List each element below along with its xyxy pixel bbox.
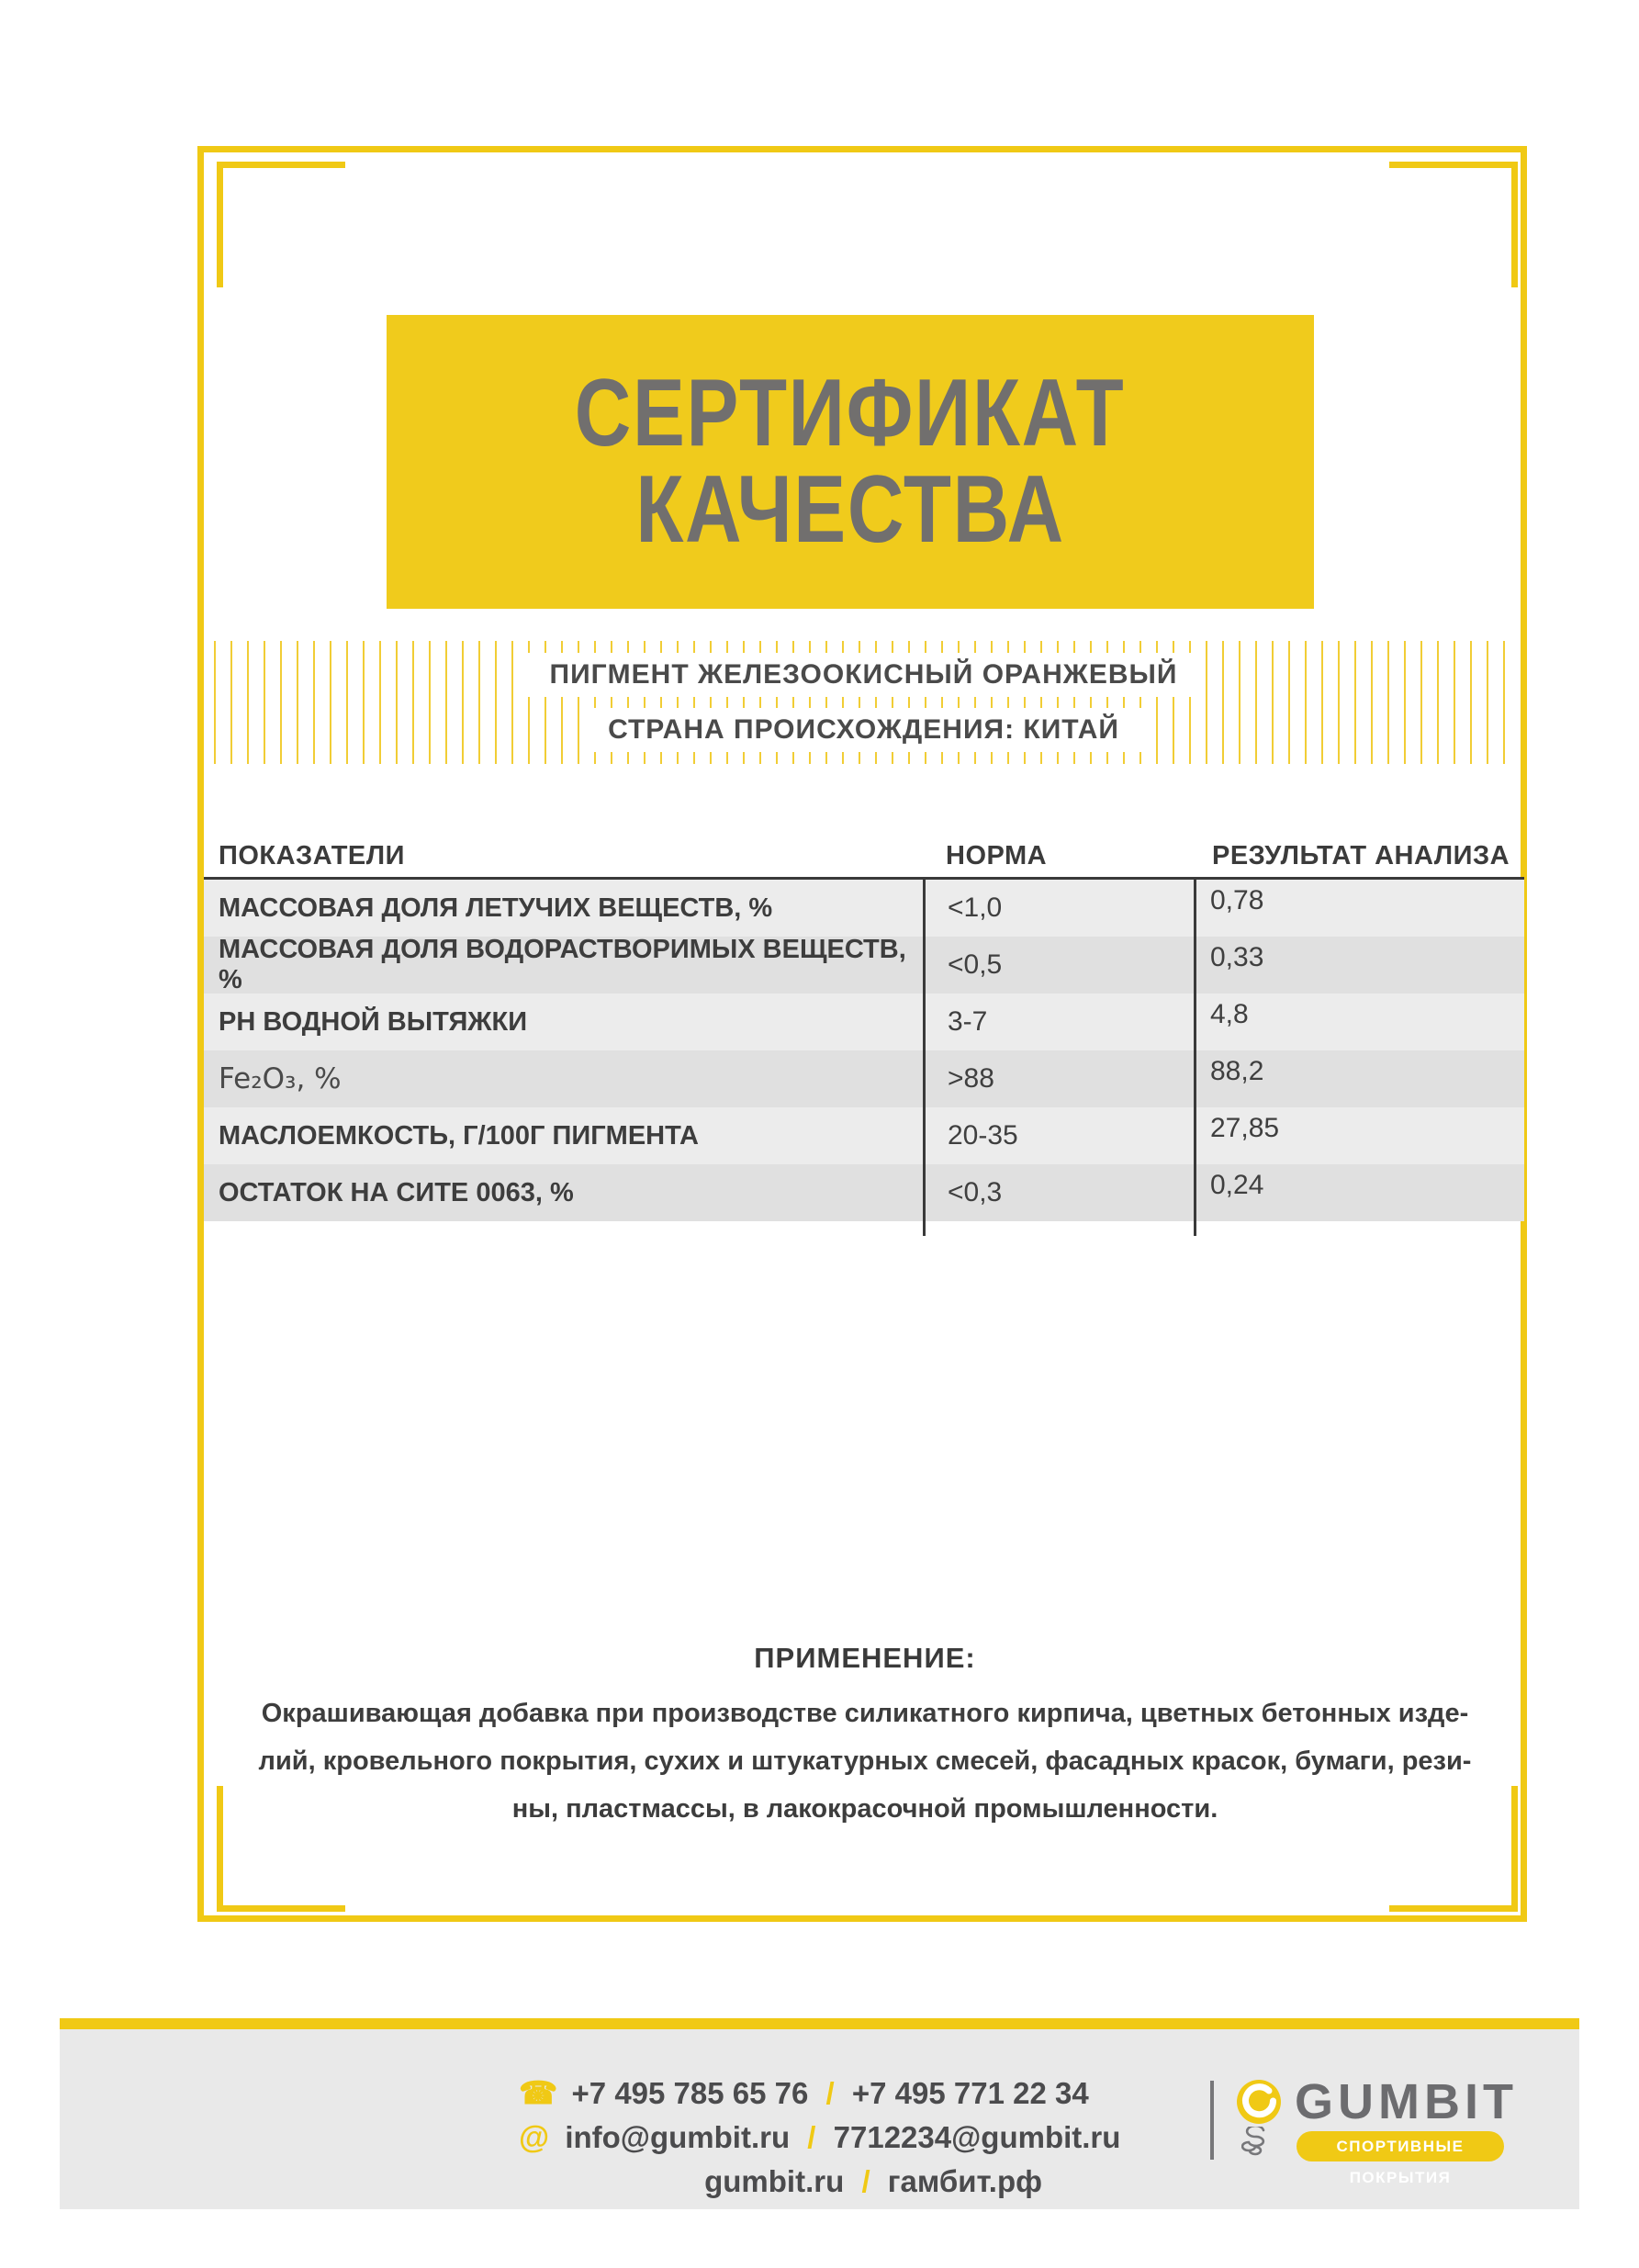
website-line: [519, 2160, 1042, 2203]
gumbit-tagline-badge: СПОРТИВНЫЕ ПОКРЫТИЯ: [1297, 2131, 1504, 2161]
row-result: 0,33: [1210, 942, 1264, 972]
row-result: 27,85: [1210, 1113, 1280, 1143]
table-row: [204, 880, 1524, 937]
row-label: ОСТАТОК НА СИТЕ 0063, %: [219, 1177, 574, 1207]
email-address-1[interactable]: info@gumbit.ru: [565, 2120, 791, 2154]
phone-number-1[interactable]: +7 495 785 65 76: [571, 2076, 809, 2110]
row-norm: <0,3: [948, 1177, 1003, 1207]
spec-table: [204, 880, 1524, 1221]
row-norm: 20-35: [948, 1120, 1018, 1151]
application-line: Окрашивающая добавка при производстве силикатного кирпича, цветных бетонных изде-: [261, 1699, 1469, 1728]
row-result: 88,2: [1210, 1056, 1264, 1086]
email-address-2[interactable]: 7712234@gumbit.ru: [833, 2120, 1121, 2154]
footer-contacts: [519, 2072, 1121, 2203]
slash-separator: /: [825, 2076, 835, 2110]
corner-bracket-top-right: [1389, 162, 1518, 287]
table-row: [204, 994, 1524, 1050]
row-norm: 3-7: [948, 1006, 988, 1037]
page-title-line2: КАЧЕСТВА: [635, 456, 1065, 563]
title-banner: [387, 315, 1314, 609]
phone-number-2[interactable]: +7 495 771 22 34: [851, 2076, 1089, 2110]
table-row: [204, 1164, 1524, 1221]
page-title-line1: СЕРТИФИКАТ: [575, 360, 1126, 466]
slash-separator: /: [807, 2120, 816, 2154]
table-header-norm: НОРМА: [946, 841, 1048, 870]
row-label: МАССОВАЯ ДОЛЯ ВОДОРАСТВОРИМЫХ ВЕЩЕСТВ, %: [219, 935, 906, 994]
row-norm: <1,0: [948, 893, 1003, 923]
slash-separator: /: [861, 2164, 870, 2198]
gumbit-logo-icon: [1236, 2079, 1282, 2125]
row-norm: >88: [948, 1063, 994, 1094]
table-column-divider: [1194, 880, 1196, 1236]
application-line: лий, кровельного покрытия, сухих и штукатурных смесей, фасадных красок, бумаги, рези-: [258, 1746, 1472, 1776]
gumbit-logo-text: GUMBIT: [1295, 2074, 1518, 2129]
row-label-formula: Fe₂O₃, %: [219, 1062, 342, 1095]
spring-icon: [1241, 2127, 1273, 2163]
row-result: 0,24: [1210, 1170, 1264, 1200]
phone-icon: ☎: [519, 2076, 558, 2111]
subtitle-striped-band: [214, 641, 1513, 764]
table-column-divider: [923, 880, 926, 1236]
row-result: 4,8: [1210, 999, 1249, 1029]
table-header-result: РЕЗУЛЬТАТ АНАЛИЗА: [1212, 841, 1510, 870]
application-heading: ПРИМЕНЕНИЕ:: [754, 1642, 976, 1674]
website-1[interactable]: gumbit.ru: [704, 2164, 845, 2198]
row-label: МАССОВАЯ ДОЛЯ ЛЕТУЧИХ ВЕЩЕСТВ, %: [219, 893, 773, 923]
product-name: ПИГМЕНТ ЖЕЛЕЗООКИСНЫЙ ОРАНЖЕВЫЙ: [524, 653, 1204, 697]
row-label: РН ВОДНОЙ ВЫТЯЖКИ: [219, 1006, 528, 1037]
application-line: ны, пластмассы, в лакокрасочной промышленности.: [511, 1794, 1218, 1824]
row-result: 0,78: [1210, 885, 1264, 915]
phone-line: [519, 2072, 1089, 2116]
email-line: [519, 2116, 1121, 2160]
application-text: [231, 1690, 1499, 1833]
table-row: [204, 1050, 1524, 1107]
corner-bracket-top-left: [217, 162, 345, 287]
table-row: [204, 937, 1524, 994]
table-row: [204, 1107, 1524, 1164]
table-header-indicators: ПОКАЗАТЕЛИ: [219, 841, 405, 870]
country-of-origin: СТРАНА ПРОИСХОЖДЕНИЯ: КИТАЙ: [582, 708, 1145, 752]
row-label: МАСЛОЕМКОСТЬ, Г/100Г ПИГМЕНТА: [219, 1120, 699, 1151]
footer-accent-bar: [60, 2018, 1579, 2029]
footer-vertical-divider: [1210, 2081, 1214, 2160]
row-norm: <0,5: [948, 949, 1003, 980]
website-2[interactable]: гамбит.рф: [887, 2164, 1042, 2198]
at-icon: @: [519, 2120, 550, 2155]
